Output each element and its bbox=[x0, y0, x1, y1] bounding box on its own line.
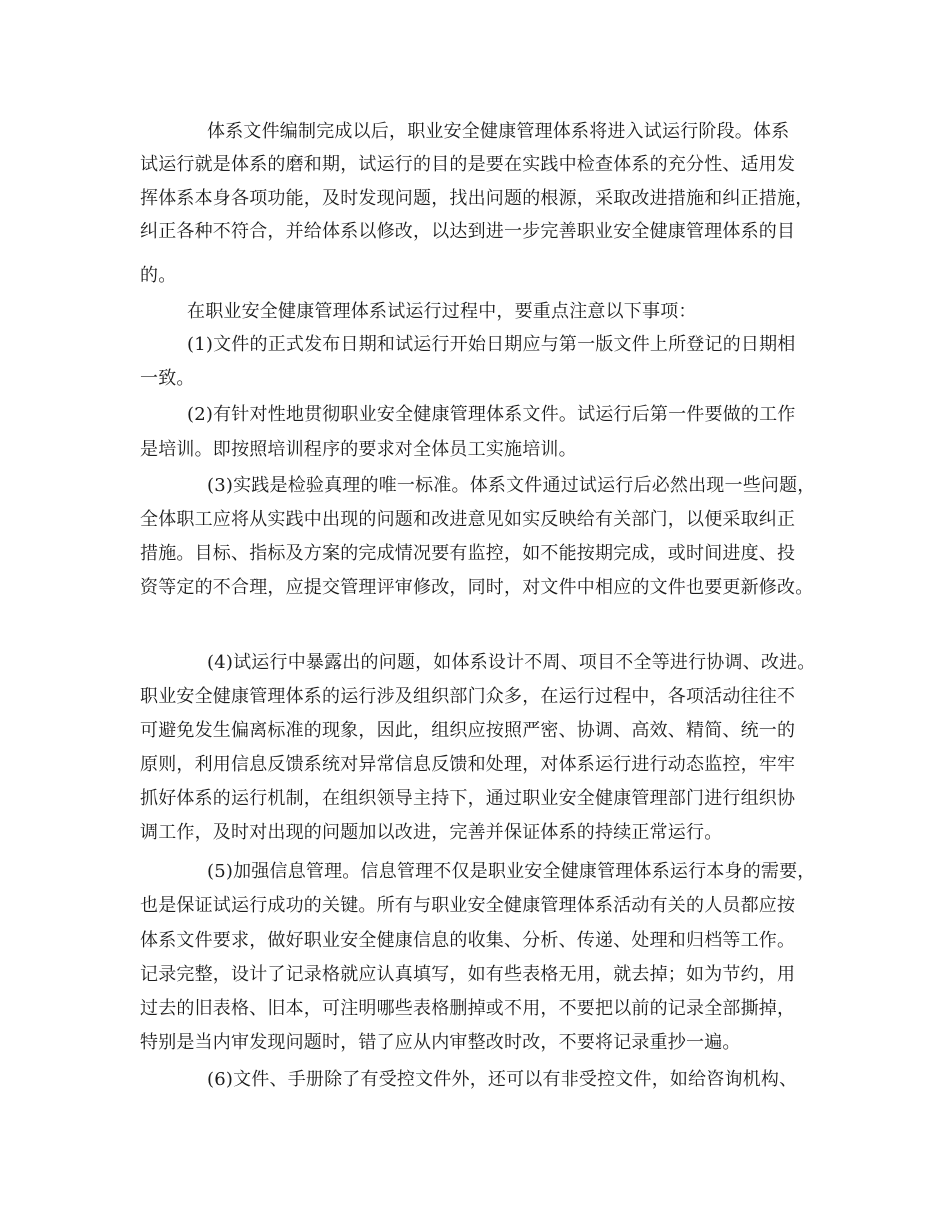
paragraph-line: 记录完整，设计了记录格就应认真填写，如有些表格无用，就去掉；如为节约，用 bbox=[140, 964, 796, 985]
paragraph-line: 一致。 bbox=[140, 368, 195, 389]
paragraph-line: 体系文件要求，做好职业安全健康信息的收集、分析、传递、处理和归档等工作。 bbox=[140, 930, 796, 951]
paragraph-line: 挥体系本身各项功能，及时发现问题，找出问题的根源，采取改进措施和纠正措施， bbox=[140, 188, 814, 209]
paragraph-line: 调工作，及时对出现的问题加以改进，完善并保证体系的持续正常运行。 bbox=[140, 822, 723, 843]
paragraph-line: (2)有针对性地贯彻职业安全健康管理体系文件。试运行后第一件要做的工作 bbox=[187, 404, 796, 425]
paragraph-line: 职业安全健康管理体系的运行涉及组织部门众多，在运行过程中，各项活动往往不 bbox=[140, 686, 796, 707]
paragraph-line: (4)试运行中暴露出的问题，如体系设计不周、项目不全等进行协调、改进。 bbox=[207, 652, 816, 673]
paragraph-line: 试运行就是体系的磨和期，试运行的目的是要在实践中检查体系的充分性、适用发 bbox=[140, 154, 796, 175]
paragraph-line: 在职业安全健康管理体系试运行过程中，要重点注意以下事项： bbox=[187, 301, 697, 322]
paragraph-line: (1)文件的正式发布日期和试运行开始日期应与第一版文件上所登记的日期相 bbox=[187, 334, 796, 355]
paragraph-line: 过去的旧表格、旧本，可注明哪些表格删掉或不用，不要把以前的记录全部撕掉， bbox=[140, 998, 796, 1019]
paragraph-line: 全体职工应将从实践中出现的问题和改进意见如实反映给有关部门，以便采取纠正 bbox=[140, 509, 796, 530]
paragraph-line: 纠正各种不符合，并给体系以修改，以达到进一步完善职业安全健康管理体系的目 bbox=[140, 221, 796, 242]
paragraph-line: 措施。目标、指标及方案的完成情况要有监控，如不能按期完成，或时间进度、投 bbox=[140, 543, 796, 564]
paragraph-line: 资等定的不合理，应提交管理评审修改，同时，对文件中相应的文件也要更新修改。 bbox=[140, 577, 814, 598]
paragraph-line: 体系文件编制完成以后，职业安全健康管理体系将进入试运行阶段。体系 bbox=[207, 121, 790, 142]
paragraph-line: (6)文件、手册除了有受控文件外，还可以有非受控文件，如给咨询机构、 bbox=[207, 1069, 798, 1090]
paragraph-line: (5)加强信息管理。信息管理不仅是职业安全健康管理体系运行本身的需要， bbox=[207, 861, 816, 882]
paragraph-line: (3)实践是检验真理的唯一标准。体系文件通过试运行后必然出现一些问题， bbox=[207, 475, 816, 496]
paragraph-line: 也是保证试运行成功的关键。所有与职业安全健康管理体系活动有关的人员都应按 bbox=[140, 895, 796, 916]
paragraph-line: 抓好体系的运行机制，在组织领导主持下，通过职业安全健康管理部门进行组织协 bbox=[140, 788, 796, 809]
paragraph-line: 可避免发生偏离标准的现象，因此，组织应按照严密、协调、高效、精简、统一的 bbox=[140, 720, 796, 741]
paragraph-line: 特别是当内审发现问题时，错了应从内审整改时改，不要将记录重抄一遍。 bbox=[140, 1032, 741, 1053]
paragraph-line: 原则，利用信息反馈系统对异常信息反馈和处理，对体系运行进行动态监控，牢牢 bbox=[140, 754, 796, 775]
paragraph-line: 的。 bbox=[140, 265, 177, 286]
paragraph-line: 是培训。即按照培训程序的要求对全体员工实施培训。 bbox=[140, 439, 577, 460]
